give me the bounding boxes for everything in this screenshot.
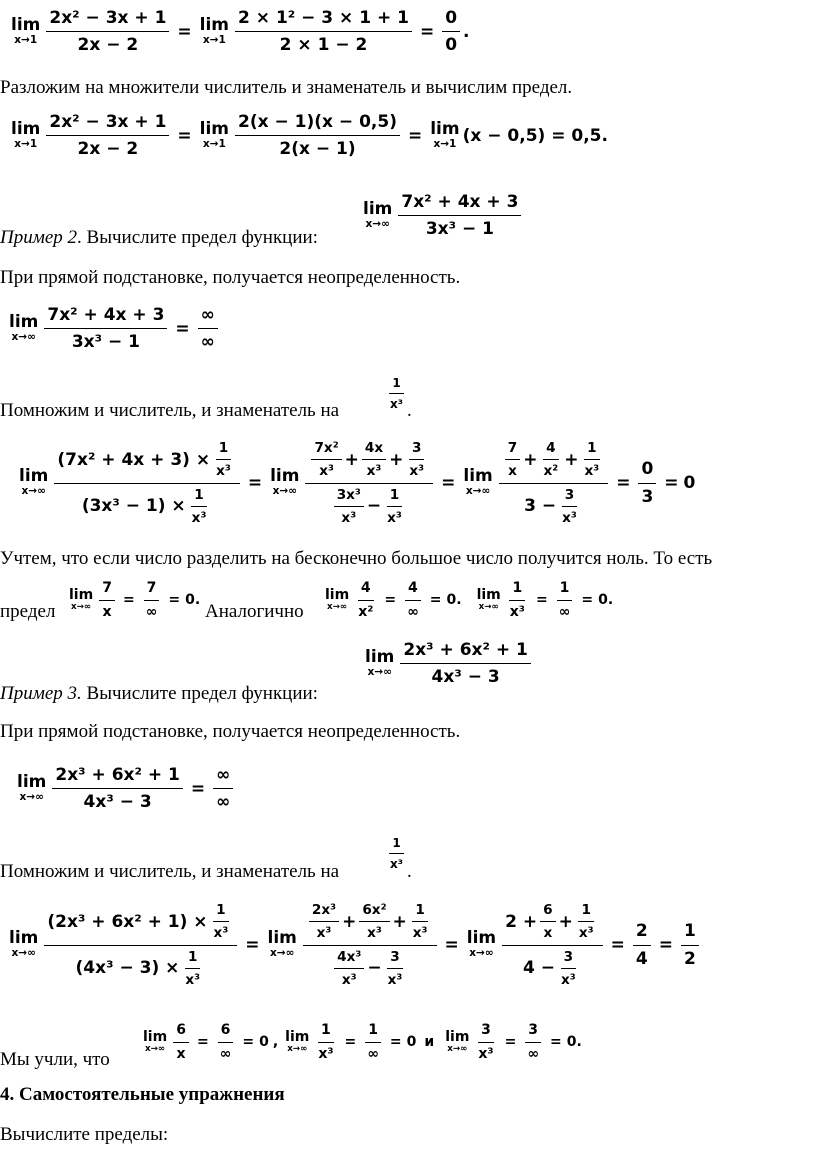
fraction: $\frac{1}{\text{x³}}$ <box>509 580 525 620</box>
fraction: (7x² + 4x + 3) × $\frac{1}{\text{x³}}$ (3x³ − 1) × $\frac{1}{\text{x³}}$ <box>54 440 239 526</box>
fraction: $\frac{\text{2 × 1² − 3 × 1 + 1}}{2 \times 1 - 2}$ <box>235 8 412 56</box>
paragraph: При прямой подстановке, получается неопределенность. <box>0 267 461 288</box>
paragraph-label: предел <box>0 601 56 622</box>
limit-operator: lim x→∞ <box>19 466 49 498</box>
limit-operator: lim x→1 <box>199 119 230 151</box>
fraction: $\frac{4}{\text{x²}}$ <box>358 580 374 620</box>
fraction: 3 ∞ <box>524 1022 542 1063</box>
limit-operator: lim x→∞ <box>143 1029 168 1054</box>
inline-limits-summary: lim x→∞ $\frac{6}{x}$ = 6 ∞ = 0 , lim x→∞ $\frac{1}{\text{x³}}$ = 1 ∞ = 0 и lim x→∞ $\frac{3}{\text{x³}}$ = 3 ∞ = 0 . <box>143 1022 582 1062</box>
fraction: 6 ∞ <box>217 1022 235 1063</box>
inline-limits-4-1: lim x→∞ $\frac{4}{\text{x²}}$ = 4 ∞ = 0 . lim x→∞ $\frac{1}{\text{x³}}$ = 1 ∞ = 0 . <box>325 580 614 620</box>
fraction: 7x² + 4x + 3 3x³ − 1 <box>398 192 521 240</box>
fraction: 1 x³ <box>390 376 403 412</box>
limit-operator: lim x→1 <box>430 119 460 151</box>
section-heading: 4. Самостоятельные упражнения <box>0 1084 285 1105</box>
example-3-equation <box>362 640 534 688</box>
limit-operator: lim x→∞ <box>69 587 94 612</box>
limit-operator: lim x→∞ <box>270 466 300 498</box>
fraction: 2 + $\frac{6}{x}$ + $\frac{1}{\text{x³}}$ 4 − $\frac{3}{\text{x³}}$ <box>502 902 602 988</box>
fraction: (2x³ + 6x² + 1) × $\frac{1}{\text{x³}}$ (4x³ − 3) × $\frac{1}{\text{x³}}$ <box>44 902 237 988</box>
fraction: $\frac{\text{2x² − 3x + 1}}{2x - 2}$ <box>46 8 169 56</box>
limit-operator: lim x→∞ <box>365 647 395 679</box>
fraction: ∞ ∞ <box>198 305 218 353</box>
example-2-equation <box>360 192 524 240</box>
fraction: 4 ∞ <box>404 580 422 621</box>
example-2-heading: Пример 2. Вычислите предел функции: <box>0 227 318 248</box>
limit-operator: lim x→∞ <box>363 199 393 231</box>
equation-factorization: lim x→1 $\frac{\text{2x² − 3x + 1}}{2x - 2}$ = lim x→1 $\frac{2(x - 1)(x - 0,5)}{2(x - 1)}$ = lim x→1 (x − 0,5) = 0,5. <box>11 112 608 160</box>
equation-indeterminate-3: lim x→∞ $\frac{\text{2x³ + 6x² + 1}}{\text{4x³ − 3}}$ = ∞ ∞ <box>14 765 236 813</box>
limit-operator: lim x→1 <box>199 15 230 47</box>
paragraph: Учтем, что если число разделить на бесконечно большое число получится ноль. То есть <box>0 548 713 569</box>
paragraph: Помножим и числитель, и знаменатель на <box>0 400 340 421</box>
fraction: 1 ∞ <box>556 580 574 621</box>
limit-operator: lim x→∞ <box>445 1029 470 1054</box>
limit-operator: lim x→1 <box>11 119 41 151</box>
equation-limit-substitution: lim x→1 $\frac{\text{2x² − 3x + 1}}{2x - 2}$ = lim x→1 $\frac{\text{2 × 1² − 3 × 1 + 1}}{2 \times 1 - 2}$ = $\frac{0}{0}$ . <box>11 8 470 56</box>
paragraph: Помножим и числитель, и знаменатель на <box>0 861 340 882</box>
fraction: 7x² x³ + $\frac{4x}{\text{x³}}$ + $\frac{3}{\text{x³}}$ 3x³ x³ − $\frac{1}{\text{x³}}$ <box>305 440 433 526</box>
fraction: $\frac{2(x - 1)(x - 0,5)}{2(x - 1)}$ <box>235 112 400 160</box>
equation-indeterminate: lim x→∞ $\frac{\text{7x² + 4x + 3}}{\text{3x³ − 1}}$ = ∞ ∞ <box>6 305 221 353</box>
fraction: $\frac{\text{7x² + 4x + 3}}{\text{3x³ − 1}}$ <box>44 305 167 353</box>
fraction: $\frac{\text{2x³ + 6x² + 1}}{\text{4x³ − 3}}$ <box>52 765 182 813</box>
fraction: 1 x³ <box>390 836 403 872</box>
limit-operator: lim x→∞ <box>9 928 39 960</box>
fraction: 7 ∞ <box>143 580 161 621</box>
limit-operator: lim x→∞ <box>476 587 501 612</box>
fraction: $\frac{7}{x}$ <box>99 580 115 621</box>
limit-operator: lim x→∞ <box>9 312 39 344</box>
limit-operator: lim x→∞ <box>463 466 493 498</box>
limit-operator: lim x→∞ <box>17 772 47 804</box>
fraction: $\frac{3}{\text{x³}}$ <box>478 1022 494 1062</box>
limit-operator: lim x→∞ <box>325 587 350 612</box>
fraction: 7 x + $\frac{4}{\text{x²}}$ + $\frac{1}{\text{x³}}$ 3 − $\frac{3}{\text{x³}}$ <box>499 440 608 526</box>
limit-operator: lim x→∞ <box>267 928 297 960</box>
paragraph-label: Аналогично <box>205 601 304 622</box>
fraction: $\frac{0}{0}$ <box>442 8 460 56</box>
fraction: $\frac{0}{3}$ <box>638 459 656 507</box>
fraction: 2x³ + 6x² + 1 4x³ − 3 <box>400 640 530 688</box>
inline-fraction <box>384 376 409 412</box>
limit-operator: lim x→∞ <box>285 1029 310 1054</box>
paragraph: При прямой подстановке, получается неопределенность. <box>0 721 461 742</box>
limit-operator: lim x→1 <box>11 15 41 47</box>
period: . <box>407 400 412 421</box>
inline-limit-7: lim x→∞ $\frac{7}{x}$ = 7 ∞ = 0 . <box>69 580 201 620</box>
period: . <box>407 861 412 882</box>
fraction: $\frac{1}{2}$ <box>681 921 699 969</box>
inline-fraction <box>384 836 409 872</box>
fraction: ∞ ∞ <box>213 765 233 813</box>
fraction: 2x³ x³ + $\frac{\text{6x²}}{\text{x³}}$ + $\frac{1}{\text{x³}}$ 4x³ x³ − $\frac{3}{\text{x³}}$ <box>303 902 437 988</box>
fraction: $\frac{\text{2x² − 3x + 1}}{2x - 2}$ <box>46 112 169 160</box>
fraction: $\frac{1}{\text{x³}}$ <box>318 1022 334 1062</box>
paragraph-label: Мы учли, что <box>0 1049 110 1070</box>
fraction: $\frac{6}{x}$ <box>173 1022 189 1063</box>
paragraph: Разложим на множители числитель и знаменатель и вычислим предел. <box>0 77 573 98</box>
fraction: 1 ∞ <box>364 1022 382 1063</box>
equation-divide-by-x3-ex3: lim x→∞ (2x³ + 6x² + 1) × $\frac{1}{\text{x³}}$ (4x³ − 3) × $\frac{1}{\text{x³}}$ = lim x→∞ 2x³ x³ + $\frac{\text{6x²}}{\text{x³}}$ + $\frac{1}{\text{x³}}$ 4x³ x³ − $\frac{3}{\text{x³}}$ = lim x→∞ 2 + $\frac{6}{x}$ + $\frac{1}{\text{x³}}$ 4 − $\frac{3}{\text{x³}}$ = $\frac{2}{4}$ = $\frac{1}{2}$ <box>6 902 702 988</box>
equation-divide-by-x3: lim x→∞ (7x² + 4x + 3) × $\frac{1}{\text{x³}}$ (3x³ − 1) × $\frac{1}{\text{x³}}$ = lim x→∞ 7x² x³ + $\frac{4x}{\text{x³}}$ + $\frac{3}{\text{x³}}$ 3x³ x³ − $\frac{1}{\text{x³}}$ = lim x→∞ 7 x + $\frac{4}{\text{x²}}$ + $\frac{1}{\text{x³}}$ 3 − $\frac{3}{\text{x³}}$ = $\frac{0}{3}$ = 0 <box>19 440 696 526</box>
example-3-heading: Пример 3. Вычислите предел функции: <box>0 683 318 704</box>
limit-operator: lim x→∞ <box>466 928 497 960</box>
fraction: $\frac{2}{4}$ <box>633 921 651 969</box>
paragraph: Вычислите пределы: <box>0 1124 169 1145</box>
